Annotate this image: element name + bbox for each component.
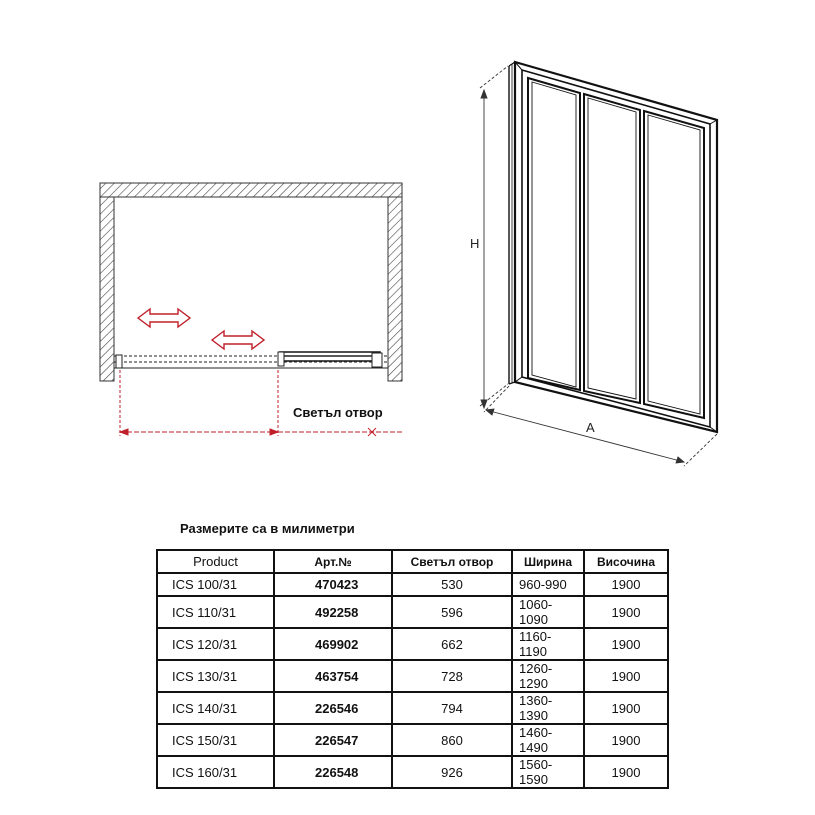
table-body: [157, 573, 668, 788]
cell-height: 1900: [584, 628, 668, 660]
cell-width: 1160-1190: [512, 628, 584, 660]
table-row: [157, 596, 668, 628]
header-opening: Светъл отвор: [392, 550, 512, 573]
cell-art-no: 226547: [274, 724, 392, 756]
wall-right: [388, 197, 402, 381]
cell-art-no: 226548: [274, 756, 392, 788]
table-header-row: [157, 550, 668, 573]
cell-product: ICS 150/31: [157, 724, 274, 756]
cell-art-no: 492258: [274, 596, 392, 628]
cell-height: 1900: [584, 692, 668, 724]
table-row: [157, 573, 668, 596]
cell-product: ICS 110/31: [157, 596, 274, 628]
header-product: Product: [157, 550, 274, 573]
units-caption: Размерите са в милиметри: [180, 521, 355, 536]
cell-art-no: 469902: [274, 628, 392, 660]
cell-opening: 926: [392, 756, 512, 788]
cell-art-no: 470423: [274, 573, 392, 596]
height-label: H: [470, 236, 480, 251]
cell-product: ICS 160/31: [157, 756, 274, 788]
cell-height: 1900: [584, 756, 668, 788]
wall-left: [100, 197, 114, 381]
door-panel-left: [528, 78, 580, 390]
cell-art-no: 226546: [274, 692, 392, 724]
cell-opening: 794: [392, 692, 512, 724]
cell-width: 1560-1590: [512, 756, 584, 788]
spec-table: [156, 549, 669, 789]
door-track: [114, 352, 388, 368]
cell-opening: 662: [392, 628, 512, 660]
header-art-no: Арт.№: [274, 550, 392, 573]
cell-opening: 530: [392, 573, 512, 596]
cell-width: 1360-1390: [512, 692, 584, 724]
cell-height: 1900: [584, 660, 668, 692]
table-row: [157, 724, 668, 756]
cell-product: ICS 120/31: [157, 628, 274, 660]
door-panel-right: [644, 111, 704, 418]
table-row: [157, 628, 668, 660]
cell-product: ICS 140/31: [157, 692, 274, 724]
opening-label: Светъл отвор: [293, 405, 383, 420]
cell-width: 1460-1490: [512, 724, 584, 756]
cell-width: 960-990: [512, 573, 584, 596]
table-row: [157, 660, 668, 692]
slide-arrow-lower: [212, 331, 264, 349]
cell-width: 1060-1090: [512, 596, 584, 628]
door-panel-middle: [584, 94, 640, 403]
door-frame-inner: [522, 70, 710, 427]
cell-width: 1260-1290: [512, 660, 584, 692]
cell-product: ICS 100/31: [157, 573, 274, 596]
cell-product: ICS 130/31: [157, 660, 274, 692]
cell-opening: 596: [392, 596, 512, 628]
height-dimension: [480, 66, 508, 408]
header-width: Ширина: [512, 550, 584, 573]
slide-arrow-upper: [138, 309, 190, 327]
plan-view: [100, 183, 404, 436]
cell-opening: 860: [392, 724, 512, 756]
cell-height: 1900: [584, 596, 668, 628]
cell-height: 1900: [584, 724, 668, 756]
cell-opening: 728: [392, 660, 512, 692]
header-height: Височина: [584, 550, 668, 573]
cell-height: 1900: [584, 573, 668, 596]
table-row: [157, 756, 668, 788]
opening-dimension: [120, 370, 404, 436]
wall-top: [100, 183, 402, 197]
elevation-view: [509, 62, 717, 432]
table-row: [157, 692, 668, 724]
width-label: A: [586, 420, 595, 435]
cell-art-no: 463754: [274, 660, 392, 692]
